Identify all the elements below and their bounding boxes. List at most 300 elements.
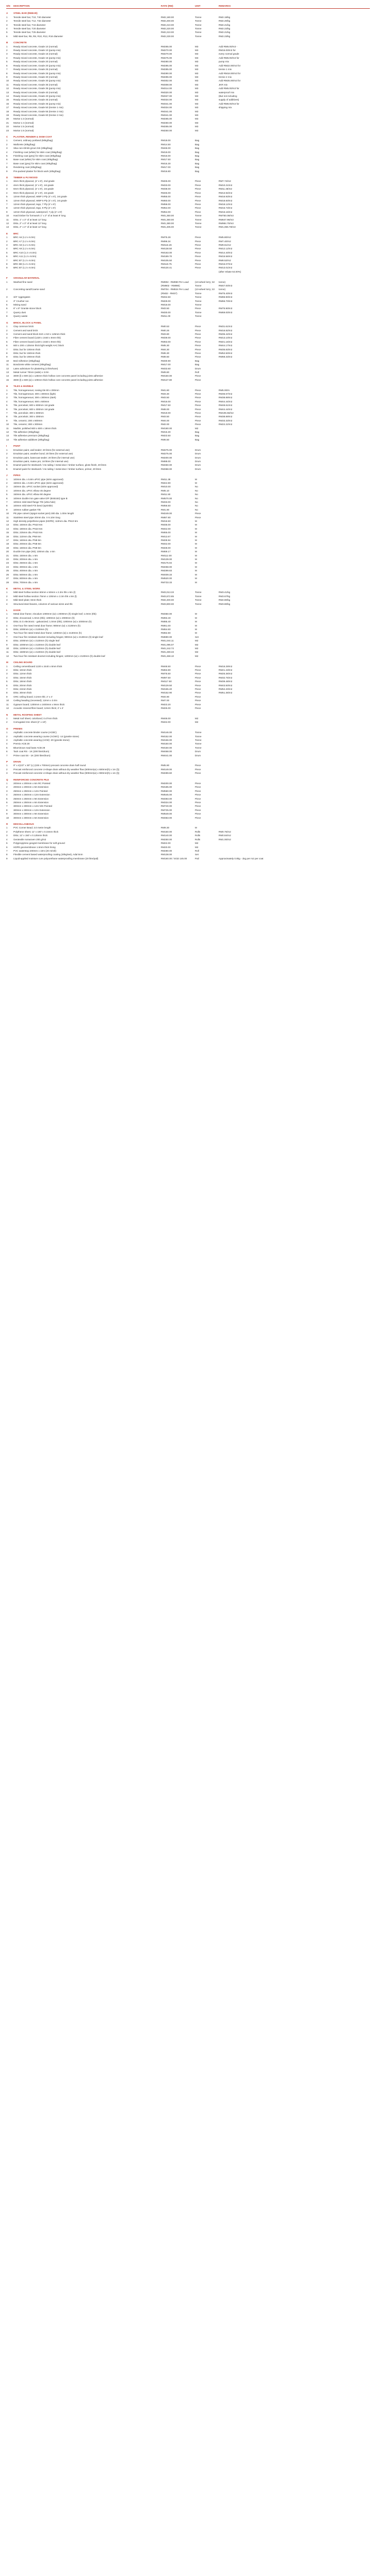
row-sn: 7 [6, 202, 8, 206]
row-unit: Piece [195, 669, 201, 672]
row-remarks [219, 628, 281, 631]
row-description: Tile adhesive (25kg/bag) [13, 431, 40, 434]
row-rate: RM409.33 [161, 573, 172, 576]
table-row [6, 284, 370, 287]
row-sn: 19 [6, 546, 9, 549]
section-title: STEEL BAR (REBAR) [13, 12, 38, 15]
row-remarks [219, 816, 281, 820]
row-rate: RM139.00 [161, 558, 172, 561]
row-unit: Tonne [195, 602, 202, 605]
row-rate: RM18.00 [161, 139, 171, 142]
row-remarks: RM16.29/m2 [219, 665, 233, 668]
table-row [6, 314, 370, 318]
row-sn: 6 [6, 467, 8, 470]
row-unit: Piece [195, 816, 201, 819]
row-description: Ditto; 18mm thick [13, 680, 32, 683]
row-remarks: shipping mix [219, 106, 232, 109]
row-rate [161, 270, 195, 274]
row-unit: M3 [195, 106, 199, 109]
row-description: PVC waterstop 200mm x 10m (20 m/roll) [13, 849, 56, 852]
row-unit: M3 [195, 60, 199, 63]
section-code: R [6, 823, 8, 826]
row-remarks [219, 573, 281, 577]
row-description: Stainless steel pipe 20mm dia. X 6.10m long [13, 516, 60, 519]
row-description: High density polyethene pipes (HDPE); 110mm dia. PN10 6m [13, 520, 78, 522]
row-unit: Tonne [195, 731, 202, 734]
section-title: TILES & MARBLE [13, 385, 34, 388]
row-description: Tack coat RS - 1K (200 litre/drum) [13, 750, 50, 753]
row-unit: Piece [195, 210, 201, 213]
row-sn: 23 [6, 129, 9, 132]
row-unit: M [195, 616, 197, 619]
row-remarks: RM38.89/m2 [219, 415, 233, 418]
row-sn: 2 [6, 721, 8, 724]
row-unit: M [195, 531, 197, 534]
table-row [6, 222, 370, 225]
table-row [6, 179, 370, 183]
row-unit: Piece [195, 772, 201, 775]
row-rate: RM3.50 [161, 415, 170, 418]
row-sn: 4 [6, 676, 8, 679]
row-description: Ditto; 300mm dia. x 6m [13, 565, 38, 568]
row-description: Sika non-shrink grout 215 (25kg/bag) [13, 147, 53, 150]
row-description: 6mm thick plywood, (4' x 8'), 1st grade [13, 188, 54, 191]
row-rate: RM2.00 [161, 423, 170, 426]
row-remarks [219, 720, 281, 724]
table-row [6, 590, 370, 594]
row-unit: Tonne [195, 315, 202, 318]
table-row [6, 699, 370, 702]
table-row [6, 834, 370, 837]
row-remarks [219, 489, 281, 493]
table-row [6, 691, 370, 694]
row-unit: M [195, 550, 197, 553]
row-rate: RM1,350.00 [161, 214, 174, 217]
row-sn: 4 [6, 150, 8, 154]
row-unit: Bag [195, 147, 200, 150]
table-row [6, 735, 370, 738]
table-row [6, 408, 370, 411]
row-rate: RM8.60 [161, 355, 170, 359]
row-remarks: RM0.84/m2 [219, 834, 231, 837]
row-sn: 5 [6, 195, 8, 198]
row-remarks: pump mix [219, 60, 229, 63]
row-description: Tile, ceramic; 300 x 300mm [13, 423, 43, 426]
row-rate: RM341.00 [161, 110, 172, 113]
header-description: DESCRIPTION [13, 5, 30, 7]
row-remarks: Add RM6.00/m3 for [219, 56, 239, 59]
row-sn: 4 [6, 793, 8, 796]
row-sn: 6 [6, 801, 8, 804]
row-description: Tensile steel bar, T16 diameter [13, 23, 46, 26]
row-description: 100mm dia. x 5.8m uPVC pipe (sirim approved) [13, 478, 63, 481]
table-row [6, 427, 370, 430]
row-unit: Tonne [195, 284, 202, 287]
row-description: 150mm dia. uPVC elbow 90 degree [13, 493, 51, 496]
row-unit: Piece [195, 423, 201, 426]
table-row [6, 523, 370, 527]
row-remarks: RM22.22/m2 [219, 423, 233, 426]
section-title: DOOR [13, 608, 21, 612]
row-remarks: RM16.73/m2 [219, 207, 233, 210]
row-remarks: RM44.44/m2 [219, 408, 233, 411]
section-code: O [6, 727, 8, 730]
row-remarks [219, 797, 281, 801]
row-sn: 22 [6, 558, 9, 561]
row-sn: 7 [6, 500, 8, 503]
table-row [6, 581, 370, 584]
row-description: Ditto; 500mm dia. x 6m [13, 573, 38, 576]
row-unit: Piece [195, 396, 201, 399]
row-description: 12mm thick plywood, waterproof, 7 ply (4' x 8') [13, 210, 62, 213]
row-sn: 5 [6, 628, 8, 631]
row-description: Structural steel beams, columns of various sizes and thk [13, 602, 73, 605]
table-row [6, 527, 370, 531]
row-unit: Piece [195, 259, 201, 262]
row-remarks: RM32.75/m2 [219, 676, 233, 679]
table-row [6, 355, 370, 359]
row-rate: RM75.50 [161, 672, 171, 675]
row-remarks [219, 303, 281, 307]
row-description: BRC A11 (1.2 x 6.0m) [13, 255, 37, 258]
row-rate: RM2,210.00 [161, 23, 174, 26]
row-unit: M [195, 478, 197, 481]
row-sn: 6 [6, 255, 8, 258]
row-sn: 14 [6, 527, 9, 530]
row-sn: 4 [6, 247, 8, 250]
row-rate: RM28.00 [161, 546, 171, 549]
table-row [6, 266, 370, 269]
row-remarks [219, 546, 281, 550]
row-rate: RM3,672.85 [161, 595, 174, 598]
row-sn: 11 [6, 363, 9, 366]
row-unit: No [195, 485, 198, 488]
section-title: PIPES [13, 474, 21, 477]
row-unit: M [195, 562, 197, 565]
row-rate: RM16.00 [161, 400, 171, 403]
row-description: Ditto, 1" x 3" of at least 12' long [13, 218, 46, 221]
row-remarks [219, 849, 281, 853]
row-remarks [219, 125, 281, 128]
row-sn: 7 [6, 805, 8, 808]
table-row [6, 332, 370, 336]
table-row [6, 628, 370, 631]
row-description: Tile, porcelain; 600 x 300mm 1st grade [13, 408, 55, 411]
section-code: I [6, 445, 7, 448]
row-remarks [219, 523, 281, 527]
row-remarks [219, 438, 281, 442]
row-remarks [219, 359, 281, 363]
row-unit [195, 270, 219, 274]
row-rate: RM33.00 [161, 183, 171, 187]
row-remarks: RM66.70/m3 [219, 299, 233, 302]
row-remarks [219, 374, 281, 378]
row-rate: RM2,400.00 [161, 599, 174, 602]
row-description: Ditto; 1000mm (w) x 2130mm (h) double leaf [13, 643, 60, 646]
row-sn: 5 [6, 303, 8, 307]
table-row [6, 94, 370, 98]
row-rate: RM8.00 [161, 408, 170, 411]
table-row [6, 598, 370, 602]
row-remarks: RM52.20/m2 [219, 688, 233, 691]
row-rate: RM45.00 [161, 191, 171, 194]
row-sn: 12 [6, 654, 9, 657]
row-remarks [219, 750, 281, 753]
section-code: P [6, 760, 8, 763]
row-unit: Tonne [195, 222, 202, 225]
row-unit: Tonne [195, 591, 202, 594]
row-description: 9mm thick plywood, (4' x 8'), 1st grade [13, 191, 54, 194]
row-unit: Piece [195, 408, 201, 411]
table-row [6, 336, 370, 340]
row-remarks [219, 631, 281, 635]
row-remarks [219, 535, 281, 538]
row-description: Polypropylene geogrid membrane for soft ground [13, 842, 65, 845]
row-sn: 20 [6, 117, 9, 121]
row-unit: Drum [195, 452, 201, 455]
row-unit: Tonne [195, 20, 202, 23]
row-unit: M3 [195, 110, 199, 113]
table-row [6, 797, 370, 801]
row-unit: Piece [195, 801, 201, 804]
row-sn: 8 [6, 808, 8, 811]
section-heading [6, 713, 370, 717]
header-remarks: REMARKS [219, 5, 231, 7]
row-description: Ready mixed concrete, Grade 35 (normal) [13, 83, 58, 86]
row-remarks: RM52.50/m2 [219, 351, 233, 354]
row-rate: (RM902 - RM990) [161, 284, 180, 287]
row-unit: Tonne [195, 746, 202, 749]
row-remarks: RM2.80/kg [219, 599, 231, 602]
row-remarks [219, 569, 281, 572]
row-sn: 20 [6, 550, 9, 553]
row-remarks: RM15.00/m3 for [219, 49, 236, 52]
table-row [6, 206, 370, 210]
row-description: Ditto; 24mm thick [13, 688, 32, 691]
row-remarks [219, 785, 281, 789]
section-code: K [6, 587, 8, 590]
table-row [6, 789, 370, 793]
row-rate: RM441.00 [161, 754, 172, 757]
row-unit: Drum [195, 448, 201, 451]
row-description: Tile adhesive premium (25kg/bag) [13, 434, 50, 437]
table-row [6, 170, 370, 173]
section-code: M [6, 661, 8, 664]
row-unit: M [195, 554, 197, 557]
row-rate: RM5.90 [161, 764, 170, 767]
table-row [6, 235, 370, 239]
row-unit: M3 [195, 91, 199, 94]
row-sn: 10 [6, 512, 9, 515]
row-description: Ditto; 400mm dia. x 6m [13, 569, 38, 572]
row-rate: RM28.94 [161, 539, 171, 542]
row-unit: Drum [195, 456, 201, 459]
row-unit: M [195, 523, 197, 527]
row-unit: M [195, 535, 197, 538]
row-remarks: Approximately 0.8kg - 1kg per m2 per coat [219, 857, 264, 860]
table-row [6, 680, 370, 683]
row-description: Liquid-applied moisture cure polyurethane waterproofing membrane (20 litre/pail) [13, 857, 99, 860]
row-rate: RM15.30 [161, 162, 171, 165]
table-row [6, 255, 370, 258]
row-rate: RM60.00 [161, 199, 171, 202]
row-unit: Piece [195, 786, 201, 789]
row-remarks: RM984.70/m3 [219, 222, 234, 225]
table-header [6, 4, 370, 9]
row-rate: RM275.00 [161, 448, 172, 451]
row-sn: 15 [6, 531, 9, 534]
row-rate: RM127.80 [161, 378, 172, 381]
row-rate: RM250.00 [161, 129, 172, 132]
row-sn: 6 [6, 497, 8, 500]
row-rate: RM258.00 [161, 565, 172, 568]
section-heading [6, 41, 370, 44]
row-sn: 2 [6, 143, 8, 146]
row-sn: 3 [6, 296, 8, 299]
row-description: 100mm dia. uPVC elbow 45 degree [13, 489, 51, 492]
row-remarks [219, 717, 281, 720]
row-description: Tile, porcelain; 600 x 600mm 1st grade [13, 404, 55, 407]
row-description: Metal door frame; zincalum 1000mm (w) x 2000mm (h) single leaf; 1.0mm (thk) [13, 613, 96, 616]
table-row [6, 434, 370, 437]
header-sn: S/N [6, 5, 10, 7]
row-sn: 4 [6, 299, 8, 302]
row-sn: 1 [6, 782, 8, 785]
row-rate: RM23.20 [161, 703, 171, 706]
row-rate: RM3.30 [161, 393, 170, 395]
row-remarks: RM16.82/m2 [219, 329, 233, 332]
row-remarks [219, 146, 281, 150]
row-unit: Tonne [195, 218, 202, 221]
table-row [6, 493, 370, 496]
row-remarks [219, 516, 281, 519]
row-rate: RM393.00 [161, 797, 172, 800]
row-rate: RM3,013.33 [161, 591, 174, 594]
row-description: Ditto; 600mm dia. x 6m [13, 577, 38, 580]
row-rate: RM152.00 [161, 735, 172, 738]
row-description: Tensile steel bar, T20 diameter [13, 27, 46, 30]
row-sn: 14 [6, 375, 9, 378]
row-sn: 3 [6, 188, 8, 191]
row-unit: Bag [195, 158, 200, 161]
table-row [6, 631, 370, 635]
row-sn: 13 [6, 91, 9, 94]
row-remarks [219, 699, 281, 702]
row-sn: 8 [6, 207, 8, 210]
table-row [6, 348, 370, 351]
table-row [6, 195, 370, 198]
table-row [6, 504, 370, 507]
table-row [6, 299, 370, 303]
row-sn: 7 [6, 635, 8, 638]
table-row [6, 64, 370, 67]
row-rate: RM9.30 [161, 826, 170, 829]
row-description: BRC A6 (1.2 x 6.0m) [13, 236, 36, 239]
row-rate: RM1,380.00 [161, 222, 174, 225]
row-remarks: RM5.00/m [219, 388, 230, 392]
row-unit: Piece [195, 393, 201, 395]
table-row [6, 573, 370, 577]
row-description: Enamel paint for steelwork / ms railing / metal door / timber surface, gloss finish, 20 litres [13, 464, 106, 467]
row-description: Emulsion paint, matex pro; 18 litres (for internal use) [13, 460, 69, 463]
row-description: Flexible cement based waterproofing coating (20kg/set), Adal 5nm [13, 853, 83, 856]
table-row [6, 643, 370, 647]
row-rate: RM733.33 [161, 581, 172, 584]
row-sn: 2 [6, 735, 8, 738]
table-row [6, 764, 370, 767]
row-rate: RM249.00 [161, 512, 172, 515]
row-unit: Bag [195, 162, 200, 165]
row-remarks [219, 635, 281, 639]
table-row [6, 30, 370, 34]
row-description: Ditto; 200mm dia. PN8 6m [13, 543, 41, 546]
row-sn: 3 [6, 147, 8, 150]
table-row [6, 191, 370, 195]
row-rate: RM308.00 [161, 83, 172, 86]
row-remarks: RM12.12/m2 [219, 247, 233, 250]
row-description: Ready mixed concrete, Grade 40 (normal) [13, 91, 58, 94]
row-rate: RM17.00 [161, 363, 171, 366]
row-unit: M [195, 565, 197, 568]
row-sn: 3 [6, 834, 8, 837]
row-sn: 1 [6, 325, 8, 328]
row-sn [6, 292, 13, 295]
row-sn: 11 [6, 516, 9, 519]
row-unit: M2 [195, 427, 199, 430]
row-description: Ceiling cementboard 1220 x 2440 x 8mm thick [13, 665, 62, 668]
row-rate: RM176.94 [161, 562, 172, 565]
row-rate: RM11.00 [161, 315, 171, 318]
table-row [6, 635, 370, 639]
row-remarks [219, 427, 281, 430]
row-sn: 25 [6, 569, 9, 572]
table-row [6, 595, 370, 598]
row-unit: M3 [195, 129, 199, 132]
row-unit: Piece [195, 236, 201, 239]
row-unit: No [195, 508, 198, 511]
row-description: Ceiling beading (recessed); 12mm x 3.0m [13, 699, 58, 702]
row-description: 200mm x 200mm x 6m RC Pointed [13, 782, 51, 785]
header-rate: RATE (RM) [161, 5, 173, 7]
row-sn: 2 [6, 20, 8, 23]
row-unit: Tonne [195, 27, 202, 30]
table-row [6, 52, 370, 56]
row-unit: M [195, 826, 197, 829]
table-row [6, 801, 370, 804]
row-rate: RM180.00 [161, 427, 172, 430]
row-rate: RM140.00 [161, 834, 172, 837]
row-remarks: RM2.22/kg [219, 27, 231, 30]
row-unit: Piece [195, 263, 201, 265]
row-rate: RM116.26 [161, 243, 172, 246]
row-remarks: RM31.61/m2 [219, 325, 233, 328]
table-row [6, 569, 370, 572]
row-remarks [219, 460, 281, 463]
row-sn: 3 [6, 772, 8, 775]
row-rate: RM35.00 [161, 523, 171, 527]
row-sn: 16 [6, 102, 9, 105]
row-unit: Piece [195, 247, 201, 250]
row-remarks [219, 754, 281, 757]
row-sn: 19 [6, 113, 9, 116]
row-description: Ditto; 150mm dia. x 6m [13, 554, 38, 557]
row-rate: RM160.00 / SGD 145.00 [161, 857, 187, 860]
row-sn: 6 [6, 158, 8, 161]
row-unit: Piece [195, 255, 201, 258]
row-remarks [219, 162, 281, 165]
table-row [6, 72, 370, 75]
row-rate: RM42.00 [161, 543, 171, 546]
